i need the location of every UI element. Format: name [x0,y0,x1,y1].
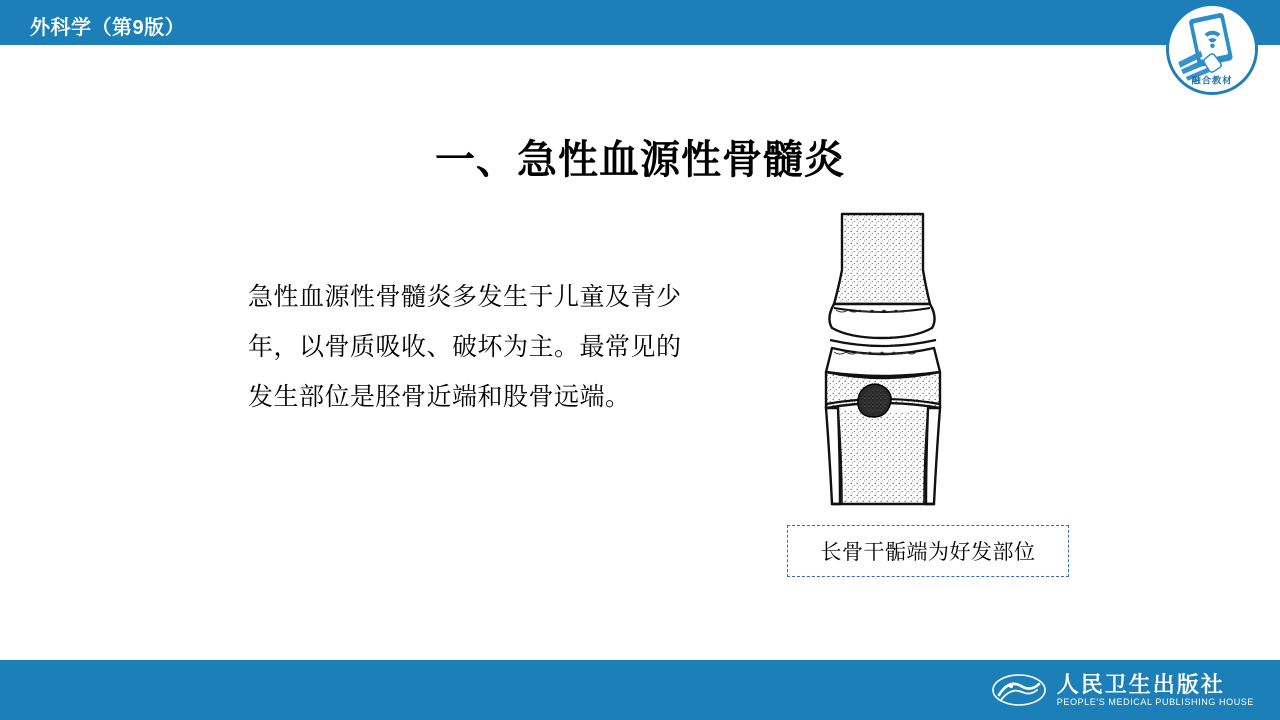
publisher-name-en: PEOPLE'S MEDICAL PUBLISHING HOUSE [1056,696,1254,707]
textbook-badge [1166,3,1258,95]
header-bar [0,0,1280,45]
page-title: 一、急性血源性骨髓炎 [435,138,845,182]
publisher-logo [991,668,1254,712]
knee-joint-bone-diagram [790,212,980,512]
caption-box [787,525,1069,577]
badge-label: 融合教材 [1191,75,1233,86]
pmph-wave-logo-icon [991,671,1047,709]
course-title: 外科学（第9版） [30,17,186,39]
footer-bar [0,660,1280,720]
publisher-name-cn: 人民卫生出版社 [1056,671,1225,697]
body-paragraph: 急性血源性骨髓炎多发生于儿童及青少年，以骨质吸收、破坏为主。最常见的发生部位是胫骨近端和股骨远端。 [248,283,682,411]
tablet-wifi-hand-icon [1169,6,1255,92]
caption-text: 长骨干骺端为好发部位 [820,541,1036,564]
